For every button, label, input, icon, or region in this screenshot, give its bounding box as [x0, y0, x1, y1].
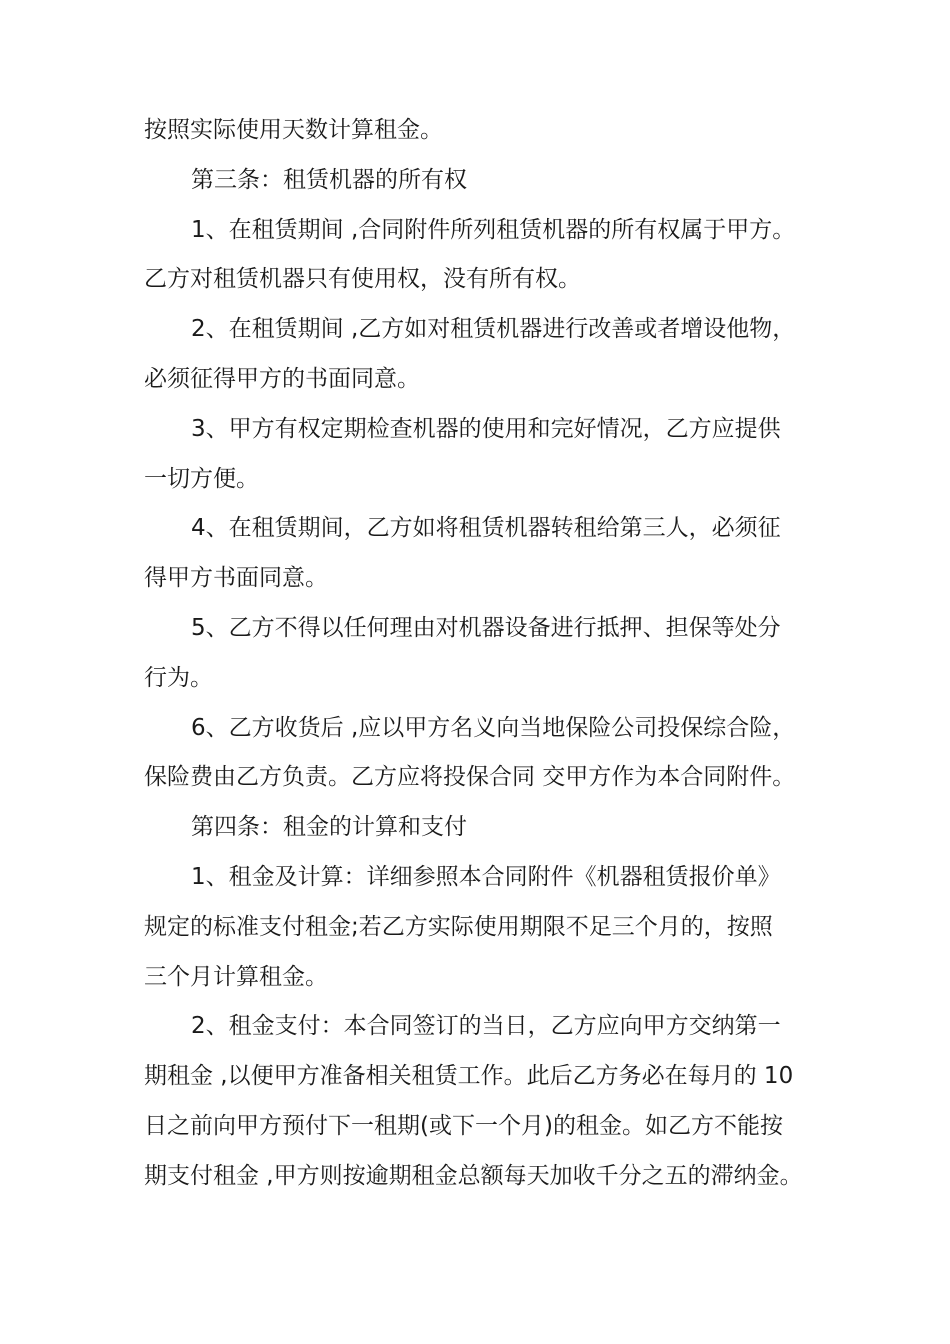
text-line: 行为。 — [144, 664, 213, 691]
text-line: 一切方便。 — [144, 465, 259, 492]
text-line: 规定的标准支付租金;若乙方实际使用期限不足三个月的，按照 — [144, 913, 773, 940]
text-line: 得甲方书面同意。 — [144, 565, 328, 592]
text-line: 期支付租金 ,甲方则按逾期租金总额每天加收千分之五的滞纳金。 — [144, 1162, 803, 1189]
text-line: 3、甲方有权定期检查机器的使用和完好情况，乙方应提供 — [191, 415, 781, 442]
text-line: 2、租金支付：本合同签订的当日，乙方应向甲方交纳第一 — [191, 1013, 781, 1040]
text-line: 1、在租赁期间 ,合同附件所列租赁机器的所有权属于甲方。 — [191, 216, 796, 243]
text-line: 2、在租赁期间 ,乙方如对租赁机器进行改善或者增设他物， — [191, 316, 796, 343]
text-line: 4、在租赁期间，乙方如将租赁机器转租给第三人，必须征 — [191, 515, 781, 542]
text-line: 保险费由乙方负责。乙方应将投保合同 交甲方作为本合同附件。 — [144, 764, 796, 791]
text-line: 必须征得甲方的书面同意。 — [144, 365, 420, 392]
section-heading: 第三条：租赁机器的所有权 — [191, 166, 467, 193]
text-line: 5、乙方不得以任何理由对机器设备进行抵押、担保等处分 — [191, 614, 781, 641]
text-line: 乙方对租赁机器只有使用权，没有所有权。 — [144, 266, 581, 293]
section-heading: 第四条：租金的计算和支付 — [191, 814, 467, 841]
text-line: 1、租金及计算：详细参照本合同附件《机器租赁报价单》 — [191, 863, 781, 890]
text-line: 6、乙方收货后 ,应以甲方名义向当地保险公司投保综合险， — [191, 714, 796, 741]
text-line: 日之前向甲方预付下一租期(或下一个月)的租金。如乙方不能按 — [144, 1112, 783, 1139]
text-line: 按照实际使用天数计算租金。 — [144, 117, 443, 143]
text-line: 三个月计算租金。 — [144, 963, 328, 990]
document-body — [144, 106, 824, 1202]
text-line: 期租金 ,以便甲方准备相关租赁工作。此后乙方务必在每月的 10 — [144, 1063, 794, 1090]
